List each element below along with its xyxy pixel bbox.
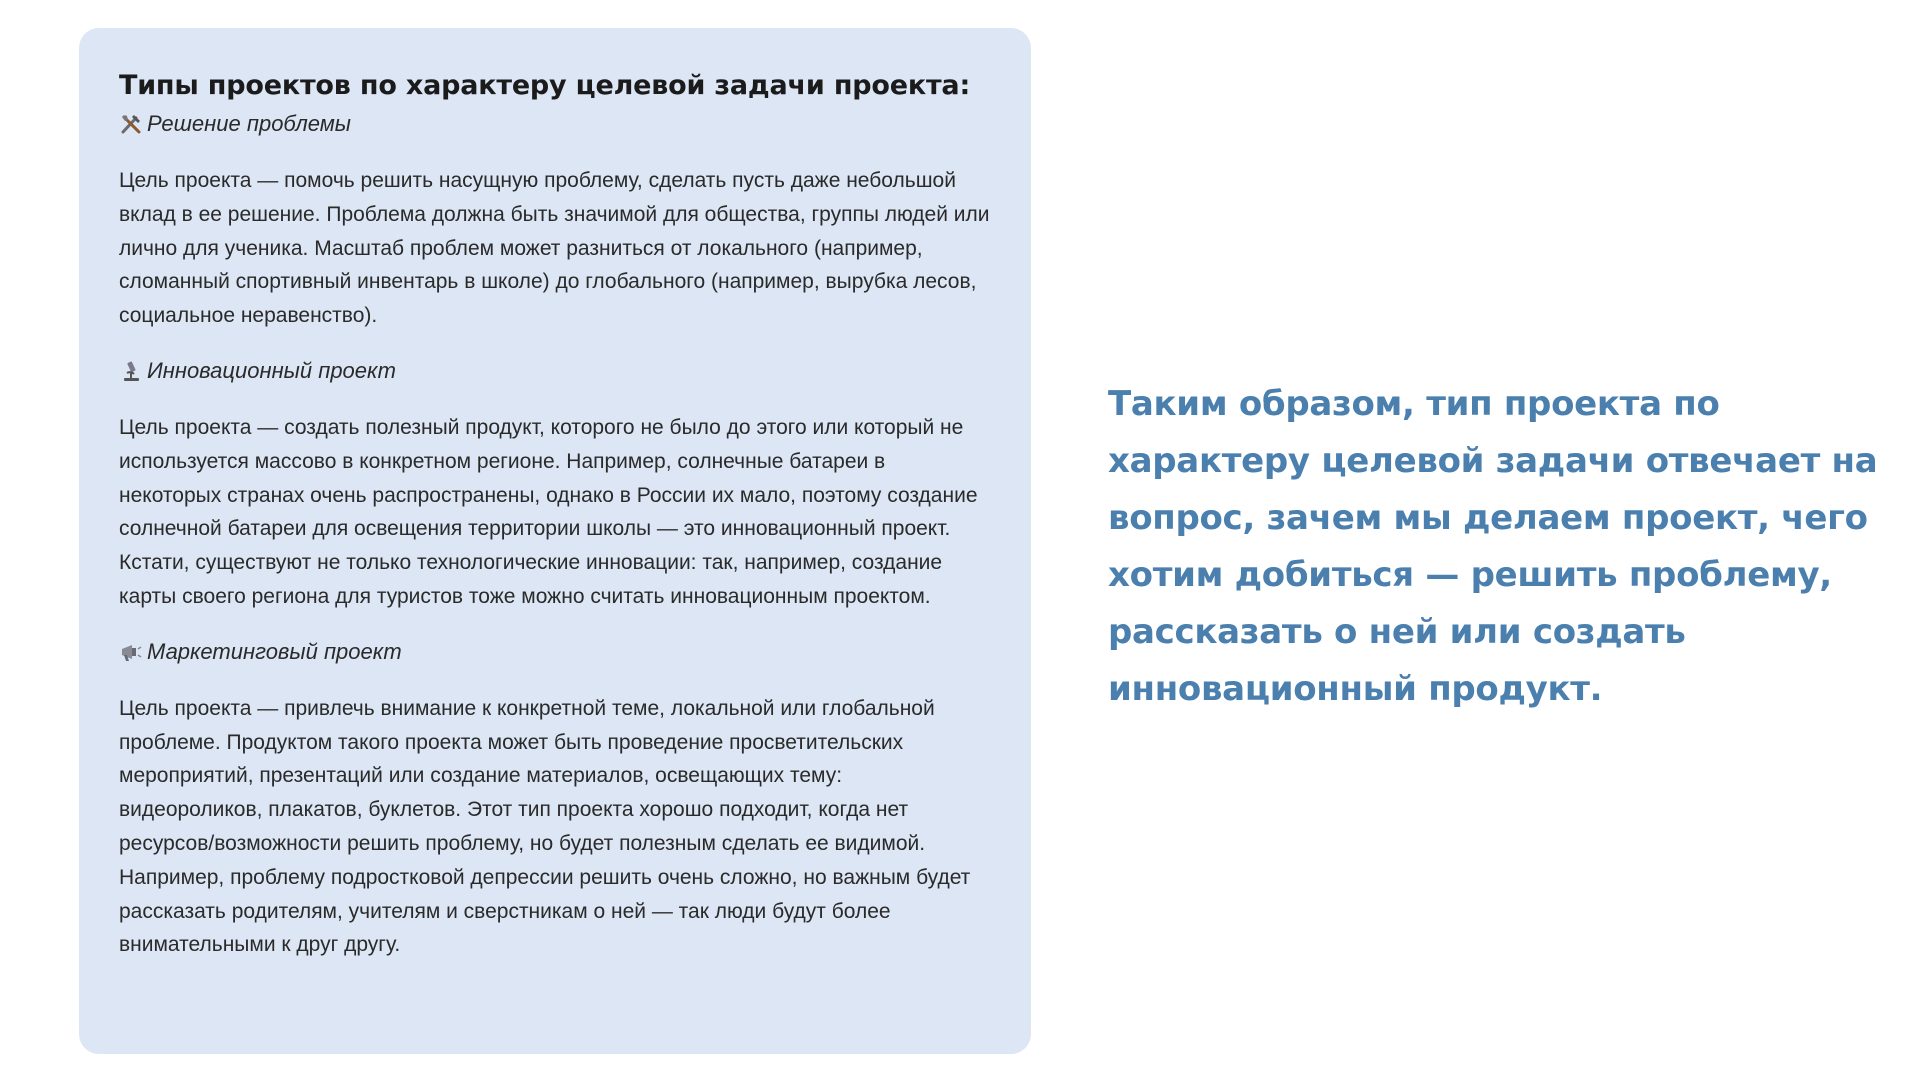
section-text-marketing: Цель проекта — привлечь внимание к конкретной теме, локальной или глобальной проблеме. Продуктом такого проекта может быть проведение просветительских мероприятий, презентаций или создание материалов, освещающих тему: видеороликов, плакатов, буклетов. Этот тип проекта хорошо подходит, когда нет ресурсов/возможности решить проблему, но будет полезным сделать ее видимой. Например, проблему подростковой депрессии решить очень сложно, но важным будет рассказать родителям, учителям и сверстникам о ней — так люди будут более внимательными к друг другу.	[119, 696, 971, 957]
card-title: Типы проектов по характеру целевой задачи проекта:	[119, 70, 971, 101]
section-text-problem-solving: Цель проекта — помочь решить насущную проблему, сделать пусть даже небольшой вклад в ее решение. Проблема должна быть значимой для общества, группы людей или лично для ученика. Масштаб проблем может разниться от локального (например, сломанный спортивный инвентарь в школе) до глобального (например, вырубка лесов, социальное неравенство).	[119, 169, 990, 328]
microscope-icon	[119, 359, 143, 383]
section-heading-problem-solving	[119, 108, 991, 140]
tools-icon	[119, 112, 143, 136]
section-heading-innovation	[119, 355, 991, 387]
section-text-innovation: Цель проекта — создать полезный продукт, которого не было до этого или который не используется массово в конкретном регионе. Например, солнечные батареи в некоторых странах очень распространены, однако в России их мало, поэтому создание солнечной батареи для освещения территории школы — это инновационный проект. Кстати, существуют не только технологические инновации: так, например, создание карты своего региона для туристов тоже можно считать инновационным проектом.	[119, 415, 978, 608]
summary-text: Таким образом, тип проекта по характеру целевой задачи отвечает на вопрос, зачем мы делаем проект, чего хотим добиться — решить проблему, рассказать о ней или создать инновационный продукт.	[1108, 384, 1878, 709]
section-heading-label: Решение проблемы	[147, 111, 351, 136]
section-heading-marketing	[119, 636, 991, 668]
section-heading-label: Маркетинговый проект	[147, 638, 402, 664]
section-heading-label: Инновационный проект	[147, 357, 396, 383]
megaphone-icon	[119, 640, 143, 664]
project-types-card	[79, 28, 1031, 1054]
